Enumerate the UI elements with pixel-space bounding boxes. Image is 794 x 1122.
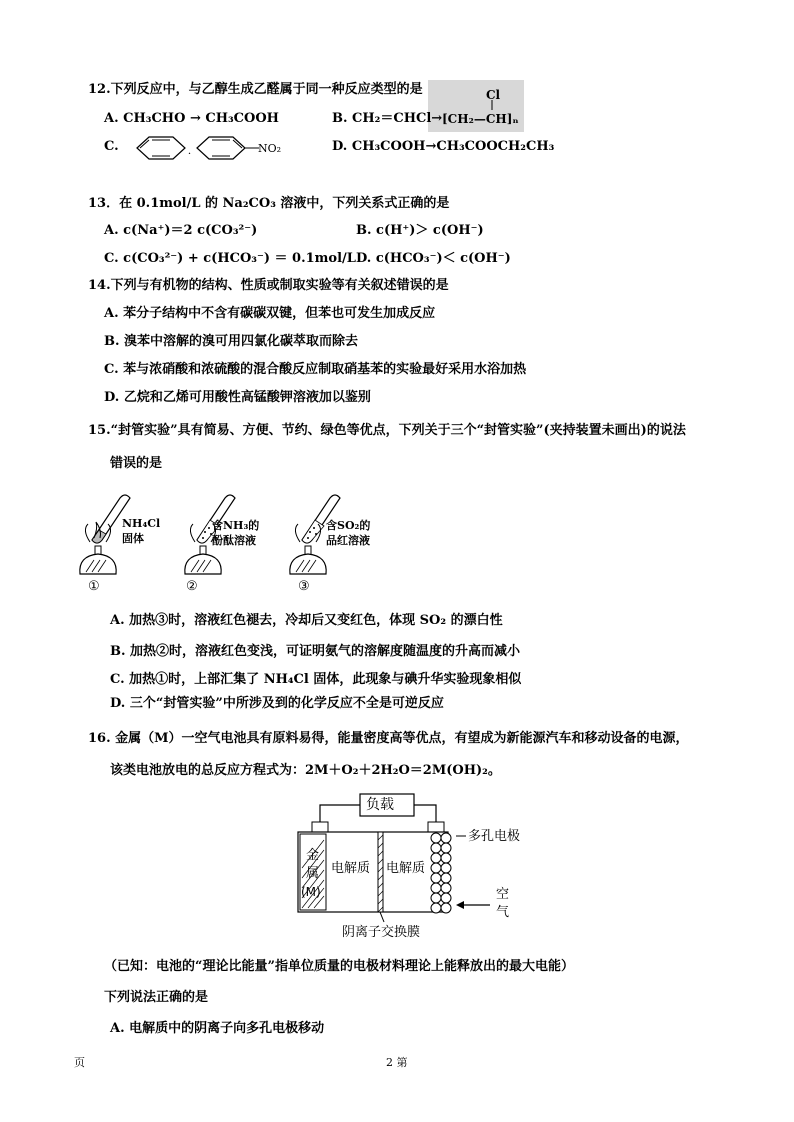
electrolyte-label-right: 电解质 — [386, 861, 426, 876]
membrane-label: 阴离子交换膜 — [342, 925, 421, 940]
q14-option-c: C. 苯与浓硝酸和浓硫酸的混合酸反应制取硝基苯的实验最好采用水浴加热 — [104, 362, 527, 377]
tube1-label-1: NH₄Cl — [122, 517, 161, 530]
page-number: 2 第 — [386, 1056, 408, 1069]
q15-option-a: A. 加热③时，溶液红色褪去，冷却后又变红色，体现 SO₂ 的漂白性 — [110, 613, 503, 628]
metal-label-2: 属 — [306, 866, 320, 881]
footer-left: 页 — [74, 1056, 85, 1069]
metal-label-3: (M) — [301, 885, 321, 899]
tube2-label-2: 酚酞溶液 — [212, 534, 256, 547]
svg-text:.: . — [188, 143, 191, 157]
tube2-number: ② — [186, 579, 198, 594]
q16-option-a: A. 电解质中的阴离子向多孔电极移动 — [110, 1021, 325, 1036]
tube2-label-1: 含NH₃的 — [212, 519, 260, 532]
q14-option-a: A. 苯分子结构中不含有碳碳双键，但苯也可发生加成反应 — [104, 306, 436, 321]
q15-stem-2: 错误的是 — [110, 456, 163, 471]
q15-option-c: C. 加热①时，上部汇集了 NH₄Cl 固体，此现象与碘升华实验现象相似 — [110, 672, 522, 687]
q12-b-cl: Cl — [486, 88, 501, 102]
q15-option-d: D. 三个“封管实验”中所涉及到的化学反应不全是可逆反应 — [110, 696, 444, 711]
q12-option-d: D. CH₃COOH→CH₃COOCH₂CH₃ — [332, 139, 555, 154]
q15-option-b: B. 加热②时，溶液红色变浅，可证明氨气的溶解度随温度的升高而减小 — [110, 644, 521, 659]
tube3-label-2: 品红溶液 — [326, 534, 370, 547]
q13-option-b: B. c(H⁺)＞ c(OH⁻) — [356, 223, 484, 238]
q14-option-b: B. 溴苯中溶解的溴可用四氯化碳萃取而除去 — [104, 334, 359, 349]
q14-option-d: D. 乙烷和乙烯可用酸性高锰酸钾溶液加以鉴别 — [104, 390, 371, 405]
q12-option-b: B. CH₂＝CHCl→ — [332, 111, 443, 126]
q12-b-polymer: [CH₂—CH]ₙ — [442, 112, 519, 126]
q16-note: （已知：电池的“理论比能量”指单位质量的电极材料理论上能释放出的最大电能） — [104, 959, 574, 974]
air-label-1: 空 — [496, 887, 510, 902]
tube1-label-2: 固体 — [122, 532, 144, 545]
load-label: 负载 — [366, 797, 394, 813]
q15-stem: 15.“封管实验”具有简易、方便、节约、绿色等优点，下列关于三个“封管实验”(夹持装置未画出)的说法 — [88, 423, 686, 438]
q13-option-a: A. c(Na⁺)＝2 c(CO₃²⁻) — [104, 223, 258, 238]
q16-stem-2: 该类电池放电的总反应方程式为：2M＋O₂＋2H₂O＝2M(OH)₂。 — [110, 763, 501, 778]
q16-stem: 16. 金属（M）一空气电池具有原料易得，能量密度高等优点，有望成为新能源汽车和移动设备的电源， — [88, 731, 689, 746]
q16-ask: 下列说法正确的是 — [104, 990, 209, 1005]
porous-electrode-label: 多孔电极 — [468, 829, 521, 844]
tube1-number: ① — [88, 579, 100, 594]
q12-option-a: A. CH₃CHO → CH₃COOH — [104, 111, 279, 126]
q12-stem: 12.下列反应中，与乙醇生成乙醛属于同一种反应类型的是 — [88, 82, 423, 97]
air-label-2: 气 — [496, 905, 510, 920]
q13-stem: 13．在 0.1mol/L 的 Na₂CO₃ 溶液中，下列关系式正确的是 — [88, 196, 450, 211]
q12-option-c: C. — [104, 139, 119, 154]
q13-option-c: C. c(CO₃²⁻) + c(HCO₃⁻) ＝ 0.1mol/L — [104, 251, 356, 266]
q12-c-no2: NO₂ — [258, 142, 282, 155]
q13-option-d: D. c(HCO₃⁻)＜ c(OH⁻) — [356, 251, 511, 266]
tube3-number: ③ — [298, 579, 310, 594]
metal-label-1: 金 — [306, 848, 320, 863]
q14-stem: 14.下列与有机物的结构、性质或制取实验等有关叙述错误的是 — [88, 278, 449, 293]
electrolyte-label-left: 电解质 — [331, 861, 371, 876]
tube3-label-1: 含SO₂的 — [326, 519, 371, 532]
